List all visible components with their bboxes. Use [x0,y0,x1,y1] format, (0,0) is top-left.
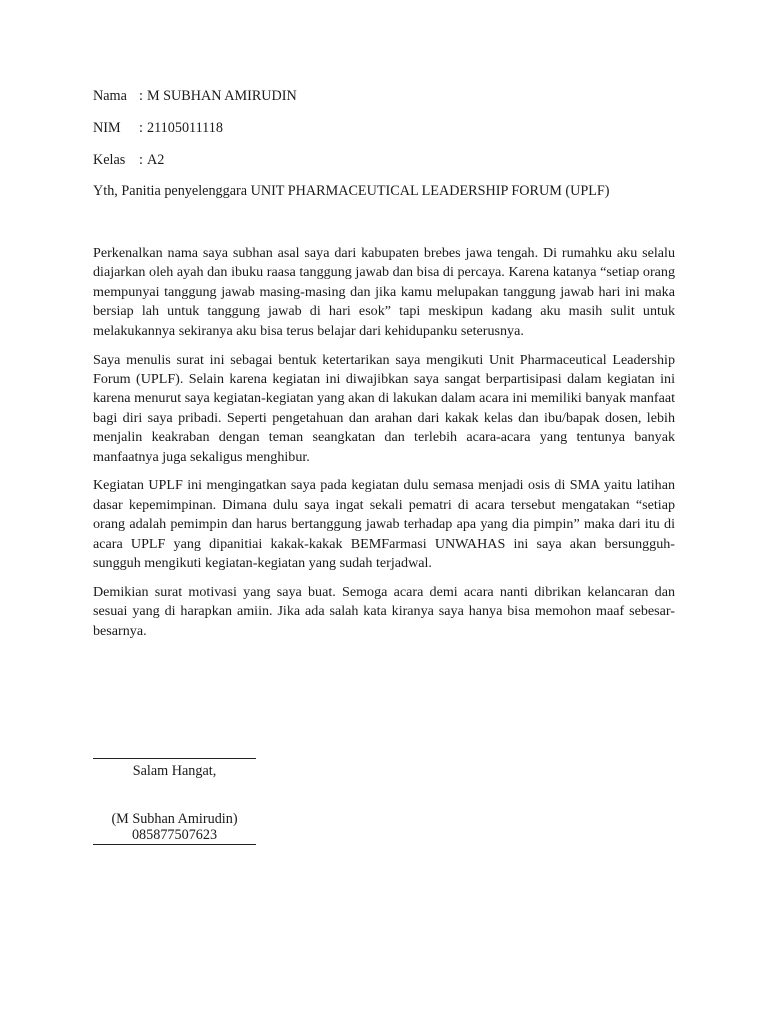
field-kelas-value: A2 [147,152,165,168]
letter-body [93,244,675,651]
paragraph-closing: Demikian surat motivasi yang saya buat. Semoga acara demi acara nanti dibrikan kelancaran dan sesuai yang di harapkan amiin. Jika ada salah kata kiranya saya hanya bisa memohon maaf sebesar-besarnya. [93,584,675,639]
paragraph-introduction: Perkenalkan nama saya subhan asal saya dari kabupaten brebes jawa tengah. Di rumahku aku selalu diajarkan oleh ayah dan ibuku raasa tanggung jawab dan bisa di percaya. Karena katanya “setiap orang mempunyai tanggung jawab masing-masing dan jika kamu melupakan tanggung jawab hari ini maka bersiap lah untuk tanggung jawab di hari esok” tapi meskipun kadang aku masih sulit untuk melakukannya sekiranya aku bisa terus belajar dari kehidupanku seterusnya. [93,245,675,339]
signature-phone: 085877507623 [131,827,218,843]
field-kelas-separator: : [139,152,143,168]
salutation-line: Yth, Panitia penyelenggara UNIT PHARMACEUTICAL LEADERSHIP FORUM (UPLF) [93,183,610,199]
field-nim-value: 21105011118 [147,120,223,136]
field-nama-separator: : [139,88,143,104]
signature-greeting: Salam Hangat, [132,763,217,779]
field-nim [93,119,223,137]
paragraph-motivation: Saya menulis surat ini sebagai bentuk ketertarikan saya mengikuti Unit Pharmaceutical Leadership Forum (UPLF). Selain karena kegiatan ini diwajibkan saya sangat berpartisipasi dalam kegiatan ini karena menurut saya kegiatan-kegiatan yang akan di lakukan dalam acara ini memiliki banyak manfaat bagi diri saya pribadi. Seperti pengetahuan dan arahan dari kakak kelas dan ibu/bapak dosen, lebih menjalin keakraban dengan teman seangkatan dan terlebih acara-acara yang tentunya banyak manfaatnya juga sekaligus menghibur. [93,351,675,465]
field-nama-value: M SUBHAN AMIRUDIN [147,88,297,104]
field-nim-separator: : [139,120,143,136]
signature-name: (M Subhan Amirudin) [111,811,238,827]
signature-top-rule [93,758,256,759]
field-nama [93,87,297,105]
paragraph-experience: Kegiatan UPLF ini mengingatkan saya pada kegiatan dulu semasa menjadi osis di SMA yaitu latihan dasar kepemimpinan. Dimana dulu saya ingat sekali pematri di acara tersebut mengatakan “setiap orang adalah pemimpin dan harus bertanggung jawab terhadap apa yang dia pimpin” maka dari itu di acara UPLF yang dipanitiai kakak-kakak BEMFarmasi UNWAHAS ini saya akan bersungguh-sungguh mengikuti kegiatan-kegiatan yang sudah terjadwal. [93,477,675,572]
signature-block [93,758,256,845]
field-kelas [93,151,164,169]
field-nim-label: NIM [93,120,121,136]
field-kelas-label: Kelas [93,152,126,168]
signature-bottom-rule [93,844,256,845]
field-nama-label: Nama [93,88,127,104]
